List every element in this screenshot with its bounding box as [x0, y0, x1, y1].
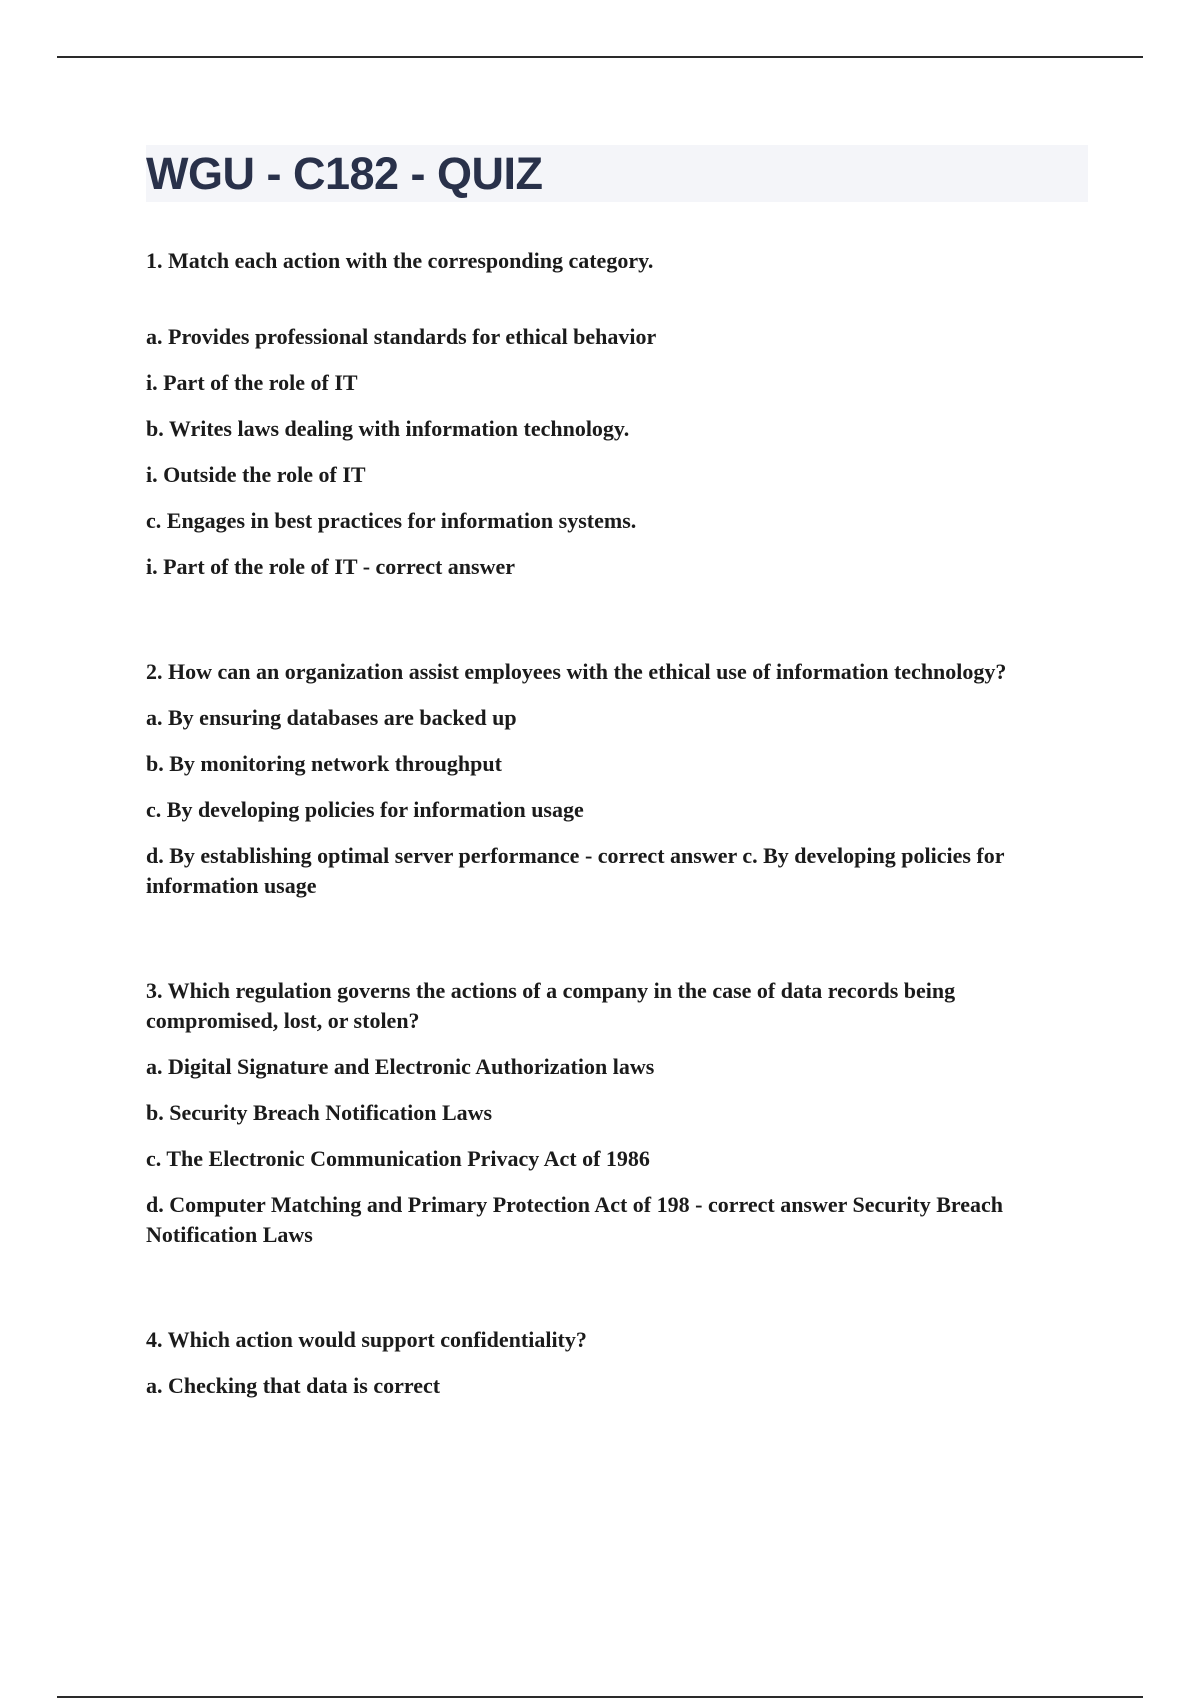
question-3-option-a: a. Digital Signature and Electronic Authorization laws: [146, 1054, 655, 1079]
document-body: [146, 145, 1088, 1476]
top-rule: [57, 56, 1143, 58]
question-1: [146, 246, 1088, 582]
question-1-line-1: a. Provides professional standards for ethical behavior: [146, 324, 657, 349]
question-3-option-d: d. Computer Matching and Primary Protection Act of 198 - correct answer Security Breach Notification Laws: [146, 1192, 1004, 1247]
question-1-text: 1. Match each action with the corresponding category.: [146, 248, 654, 273]
question-4: [146, 1325, 1088, 1401]
question-4-option-a: a. Checking that data is correct: [146, 1373, 441, 1398]
question-2-option-a: a. By ensuring databases are backed up: [146, 705, 517, 730]
bottom-rule: [57, 1696, 1143, 1698]
question-2: [146, 657, 1088, 901]
question-3-text: 3. Which regulation governs the actions of a company in the case of data records being compromised, lost, or stolen?: [146, 978, 956, 1033]
question-4-text: 4. Which action would support confidentiality?: [146, 1327, 587, 1352]
question-1-line-3: b. Writes laws dealing with information technology.: [146, 416, 630, 441]
document-title: WGU - C182 - QUIZ: [146, 148, 543, 199]
question-3-option-b: b. Security Breach Notification Laws: [146, 1100, 493, 1125]
question-2-option-b: b. By monitoring network throughput: [146, 751, 502, 776]
question-3-option-c: c. The Electronic Communication Privacy Act of 1986: [146, 1146, 650, 1171]
question-1-line-6: i. Part of the role of IT - correct answer: [146, 554, 515, 579]
question-3: [146, 976, 1088, 1250]
question-2-option-d: d. By establishing optimal server performance - correct answer c. By developing policies for information usage: [146, 843, 1005, 898]
title-banner: [146, 145, 1088, 202]
question-1-line-5: c. Engages in best practices for information systems.: [146, 508, 637, 533]
question-2-option-c: c. By developing policies for information usage: [146, 797, 584, 822]
question-1-line-2: i. Part of the role of IT: [146, 370, 358, 395]
question-2-text: 2. How can an organization assist employees with the ethical use of information technology?: [146, 659, 1007, 684]
question-1-line-4: i. Outside the role of IT: [146, 462, 366, 487]
